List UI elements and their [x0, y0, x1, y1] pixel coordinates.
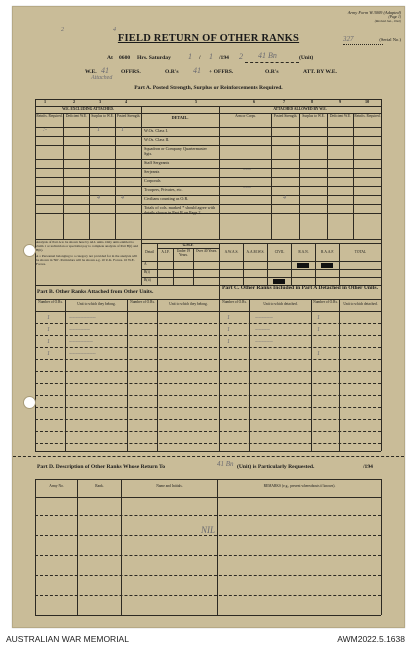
- part-d-head-remarks: REMARKS (e.g., present whereabouts if known).: [263, 484, 336, 488]
- year-label: /194: [219, 55, 229, 61]
- att-label: ATT. BY W.E.: [303, 69, 337, 75]
- at-label: At: [107, 55, 113, 61]
- analysis-head-detail: Detail: [145, 250, 154, 254]
- analysis-row-bii: B(ii): [144, 278, 151, 282]
- head-posted-left: Posted Strength.: [116, 114, 141, 118]
- col-num-7: 7: [283, 99, 286, 104]
- part-d-title: Part D. Description of Other Ranks Whose Return To: [37, 464, 165, 470]
- ors2-label: O.R's: [265, 69, 279, 75]
- detail-row-wo2: W.Os. Class II.: [144, 137, 170, 142]
- part-d-date: /194: [363, 464, 373, 470]
- unit-value: 41 Bn: [258, 51, 277, 60]
- head-posted-right: Posted Strength.: [273, 114, 298, 118]
- head-surplus-left: Surplus to W.E.: [91, 114, 114, 118]
- month-value: 1: [209, 52, 213, 61]
- col-number-row: [35, 100, 381, 106]
- analysis-head-raaf: R.A.A.F.: [321, 250, 334, 254]
- part-d-head-army-no: Army No.: [49, 484, 64, 488]
- head-deficient-left: Deficient W.E.: [65, 114, 88, 118]
- blackout-ran: [297, 263, 309, 268]
- part-c-head-num2: Number of O.Rs.: [313, 300, 338, 304]
- date-sep: /: [199, 55, 201, 61]
- part-b-title: Part B. Other Ranks Attached from Other Units.: [37, 289, 154, 295]
- analysis-row-bi: B(i): [144, 270, 150, 274]
- hold-left-mark: 2: [61, 27, 64, 33]
- analysis-head-over40: Over 40 Years.: [195, 249, 218, 253]
- form-sheet: Army Form W.3009 (Adapted) (Page 1) (Revised Jan., 1942) 327 (Serial No.) 2 4 FIELD RETURN OF OTHER RANKS At 0600 Hrs. Saturday 1 / 1 /194 2 41 Bn (Unit) W.E. 41 OFFRS. O.R's 41 + OFFRS. O.R's ATT. BY W.E. Attached Part A. Posted Strength, Surplus or Reinforcements Required. 1 2 3 4 5 6 7 8 9 10 W.E. EXCLUDING ATTACHED. ATTACHED ALLOWED BY W.E. Reinfts. Required. Deficient W.E. Surplus to W.E. Posted Strength. DETAIL. Arm or Corps. Posted Strength. Surplus to W.E. Deficient W.E. Reinfts. Required. W.Os. Class I. W.Os. Class II. Squadron or Company Quartermaster Sgts. Staff Sergeants Serjeants Corporals Troopers, Privates, etc. Civilians counting as O.R. Totals of cols. marked * should agree with details shown in Part B on Page 2. :- 1 1 ~~~ ~~~ 4 4 4 Analysis of Part A to be shown here by ALL units. Only units entitled to claim 1 or technician or specialist pay to complete analysis of Part B(i) and B(ii). A = Personnel belonging to a category not provided for in the analysis will be shown in 'Nil'. Particulars will be shown e.g. 10 U.K. Forces. 10 W.E. Forces. G.M.F. Detail A.I.F. Under 19 Years. Over 40 Years. A.W.A.S. A.A.M.W.S. CIVIL R.A.N. R.A.A.F. TOTAL A B(i) B(ii) Part B. Other Ranks Attached from Other Units. Part C. Other Ranks Included in Part A Detached in Other Units. Number of O.Rs. Unit to which they belong. Number of O.Rs. Unit to which they belong. Number of O.Rs. Unit to which detached. Number of O.Rs. Unit to which detached. 1 ~~~~~~~~~ 1 ~~~~~~~ 1 ~~~~~~~~ 1 ~~~~~~~~~ 1 ~~~~~~ 1 ~~~~~ 1 ~~~~~~ 1 1 1 Part D. Description of Other Ranks Whose Return To 41 Bn (Unit) is Particularly Requested. /194 Army No. Rank. Name and Initials. REMARKS (e.g., present whereabouts if known). NIL: [12, 6, 405, 628]
- analysis-head-civil: CIVIL: [274, 250, 285, 254]
- head-deficient-right: Deficient W.E.: [329, 114, 352, 118]
- head-reinfts-right: Reinfts. Required.: [354, 114, 381, 118]
- part-b-head-num1: Number of O.Rs.: [38, 300, 63, 304]
- form-ref-line3: (Revised Jan., 1942): [374, 18, 401, 23]
- part-d-head-name: Name and Initials.: [156, 484, 183, 488]
- blackout-civil: [273, 279, 285, 284]
- detail-row-corporals: Corporals: [144, 178, 161, 183]
- analysis-head-aamws: A.A.M.W.S.: [246, 250, 265, 254]
- time-value: 0600: [119, 55, 131, 61]
- analysis-head-aif: A.I.F.: [161, 250, 170, 254]
- year-value: 2: [239, 52, 243, 61]
- col-num-3: 3: [99, 99, 102, 104]
- analysis-head-awas: A.W.A.S.: [224, 250, 239, 254]
- col-num-1: 1: [44, 99, 47, 104]
- offrs-label: OFFRS.: [121, 69, 141, 75]
- analysis-row-a: A: [144, 262, 147, 266]
- hrs-label: Hrs. Saturday: [137, 55, 171, 61]
- gmf-label: G.M.F.: [182, 243, 194, 247]
- col-num-5: 5: [195, 99, 198, 104]
- analysis-note: [36, 241, 139, 281]
- serial-value: 327: [343, 35, 354, 43]
- detail-row-serjeants: Serjeants: [144, 169, 160, 174]
- attached-note: Attached: [91, 75, 113, 81]
- footer-institution: AUSTRALIAN WAR MEMORIAL: [6, 634, 129, 644]
- punch-hole-bottom: [23, 396, 36, 409]
- col-num-10: 10: [365, 99, 370, 104]
- unit-label: (Unit): [299, 55, 314, 61]
- part-b-head-num2: Number of O.Rs.: [130, 300, 155, 304]
- part-b-head-unit2: Unit to which they belong.: [169, 302, 208, 306]
- footer-accession: AWM2022.5.1638: [337, 634, 405, 644]
- part-b-head-unit1: Unit to which they belong.: [77, 302, 116, 306]
- detail-row-civilians: Civilians counting as O.R.: [144, 196, 189, 201]
- we-label: W.E.: [85, 69, 97, 75]
- part-c-head-unit2: Unit to which detached.: [343, 302, 378, 306]
- ors-label: O.R's: [165, 69, 179, 75]
- group-attached: ATTACHED ALLOWED BY W.E.: [273, 107, 327, 111]
- col-num-6: 6: [253, 99, 256, 104]
- ors-value: 41: [193, 66, 201, 75]
- part-c-head-num1: Number of O.Rs.: [222, 300, 247, 304]
- analysis-note-2: A = Personnel belonging to a category not provided for in the analysis will be shown in 'Nil'. Particulars will be shown e.g. 10 U.K. Forces. 10 W.E. Forces.: [36, 253, 138, 266]
- head-surplus-right: Surplus to W.E.: [302, 114, 325, 118]
- col-num-8: 8: [311, 99, 314, 104]
- page-title: FIELD RETURN OF OTHER RANKS: [117, 33, 300, 44]
- head-detail: DETAIL.: [171, 115, 189, 120]
- part-d-title-2: (Unit) is Particularly Requested.: [237, 464, 315, 470]
- punch-hole-top: [23, 244, 36, 257]
- hold-right-mark: 4: [113, 27, 116, 33]
- part-c-head-unit1: Unit to which detached.: [263, 302, 298, 306]
- form-ref: [343, 11, 401, 23]
- detail-row-cqms: Squadron or Company Quartermaster Sgts.: [144, 146, 207, 156]
- analysis-head-total: TOTAL: [354, 250, 367, 254]
- part-d-unit: 41 Bn: [217, 460, 234, 468]
- analysis-head-ran: R.A.N.: [298, 250, 309, 254]
- part-c-title: Part C. Other Ranks Included in Part A Detached in Other Units.: [222, 285, 378, 291]
- col-num-9: 9: [339, 99, 342, 104]
- detail-row-staff-sgts: Staff Sergeants: [144, 160, 170, 165]
- analysis-head-under19: Under 19 Years.: [176, 249, 191, 257]
- detail-row-troopers: Troopers, Privates, etc.: [144, 187, 183, 192]
- form-ref-line2: (Page 1): [388, 14, 401, 19]
- group-we-excluding: W.E. EXCLUDING ATTACHED.: [62, 107, 114, 111]
- form-ref-line1: Army Form W.3009 (Adapted): [347, 10, 401, 15]
- part-d-head-rank: Rank.: [95, 484, 104, 488]
- offrs2-label: + OFFRS.: [209, 69, 234, 75]
- head-arm: Arm or Corps.: [235, 114, 256, 118]
- head-reinfts-left: Reinfts. Required.: [36, 114, 63, 118]
- day-value: 1: [188, 52, 192, 61]
- we-value: 41: [101, 66, 109, 75]
- blackout-raaf: [321, 263, 333, 268]
- part-a-title: Part A. Posted Strength, Surplus or Reinforcements Required.: [134, 85, 283, 91]
- serial-label: (Serial No.): [379, 37, 401, 42]
- analysis-note-1: Analysis of Part A to be shown here by ALL units. Only units entitled to claim 1 or technician or specialist pay to complete analysis of Part B(i) and B(ii).: [36, 240, 138, 252]
- col-num-2: 2: [73, 99, 76, 104]
- part-d-nil: NIL: [201, 525, 216, 535]
- col-num-4: 4: [125, 99, 128, 104]
- totals-note: Totals of cols. marked * should agree with details shown in Part B on Page 2.: [144, 205, 216, 215]
- detail-row-wo1: W.Os. Class I.: [144, 128, 168, 133]
